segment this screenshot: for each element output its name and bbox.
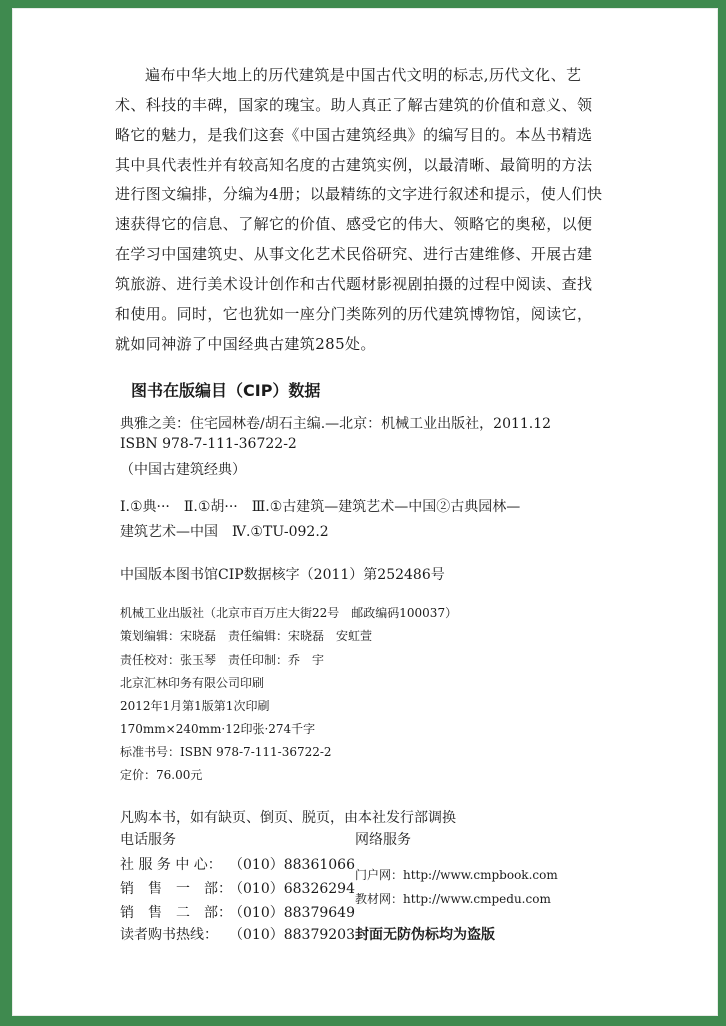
cip-subject-1: Ⅰ.①典··· Ⅱ.①胡··· Ⅲ.①古建筑—建筑艺术—中国②古典园林— — [120, 499, 521, 515]
anticounterfeit-notice: 封面无防伪标均为盗版 — [355, 927, 495, 943]
phone-number: （010）88361066 — [229, 857, 355, 873]
editors: 策划编辑：宋晓磊 责任编辑：宋晓磊 安虹萱 — [120, 629, 373, 643]
phone-label: 社 服 务 中 心： — [120, 857, 222, 873]
edition: 2012年1月第1版第1次印刷 — [120, 699, 270, 713]
intro-line: 术、科技的丰碑，国家的瑰宝。助人真正了解古建筑的价值和意义、领 — [115, 96, 593, 114]
phone-number: （010）68326294 — [229, 881, 355, 897]
publisher-address: 机械工业出版社（北京市百万庄大街22号 邮政编码100037） — [120, 606, 458, 620]
phone-service-heading: 电话服务 — [120, 832, 176, 848]
intro-line: 就如同神游了中国经典古建筑285处。 — [115, 335, 376, 353]
net-service-heading: 网络服务 — [355, 832, 411, 848]
portal-website: 门户网：http://www.cmpbook.com — [355, 868, 558, 882]
intro-line: 进行图文编排，分编为4册；以最精练的文字进行叙述和提示，使人们快 — [115, 185, 603, 203]
edu-website: 教材网：http://www.cmpedu.com — [355, 892, 551, 906]
phone-label: 读者购书热线： — [120, 927, 218, 943]
proofreader: 责任校对：张玉琴 责任印制：乔 宇 — [120, 653, 325, 667]
intro-line: 略它的魅力，是我们这套《中国古建筑经典》的编写目的。本丛书精选 — [115, 126, 593, 144]
cip-isbn: ISBN 978-7-111-36722-2 — [120, 436, 297, 452]
phone-number: （010）88379203 — [229, 927, 355, 943]
cip-series: （中国古建筑经典） — [120, 462, 246, 478]
intro-line: 在学习中国建筑史、从事文化艺术民俗研究、进行古建维修、开展古建 — [115, 245, 593, 263]
format: 170mm×240mm·12印张·274千字 — [120, 722, 316, 736]
printer: 北京汇林印务有限公司印刷 — [120, 676, 265, 690]
intro-line: 和使用。同时，它也犹如一座分门类陈列的历代建筑博物馆，阅读它， — [115, 305, 593, 323]
phone-label: 销 售 二 部： — [120, 905, 232, 921]
standard-number: 标准书号：ISBN 978-7-111-36722-2 — [120, 745, 332, 759]
cip-subject-2: 建筑艺术—中国 Ⅳ.①TU-092.2 — [120, 524, 329, 540]
intro-line: 筑旅游、进行美术设计创作和古代题材影视剧拍摄的过程中阅读、查找 — [115, 275, 593, 293]
intro-line: 遍布中华大地上的历代建筑是中国古代文明的标志,历代文化、艺 — [145, 66, 582, 84]
intro-line: 速获得它的信息、了解它的价值、感受它的伟大、领略它的奥秘，以便 — [115, 215, 593, 233]
phone-number: （010）88379649 — [229, 905, 355, 921]
price: 定价：76.00元 — [120, 768, 203, 782]
intro-line: 其中具代表性并有较高知名度的古建筑实例，以最清晰、最简明的方法 — [115, 156, 593, 174]
cip-heading: 图书在版编目（CIP）数据 — [131, 381, 321, 400]
cip-entry: 典雅之美：住宅园林卷/胡石主编.—北京：机械工业出版社，2011.12 — [120, 416, 552, 432]
copyright-page — [12, 8, 718, 1016]
replacement-notice: 凡购本书，如有缺页、倒页、脱页，由本社发行部调换 — [120, 810, 456, 826]
phone-label: 销 售 一 部： — [120, 881, 232, 897]
cip-check-number: 中国版本图书馆CIP数据核字（2011）第252486号 — [120, 567, 445, 583]
